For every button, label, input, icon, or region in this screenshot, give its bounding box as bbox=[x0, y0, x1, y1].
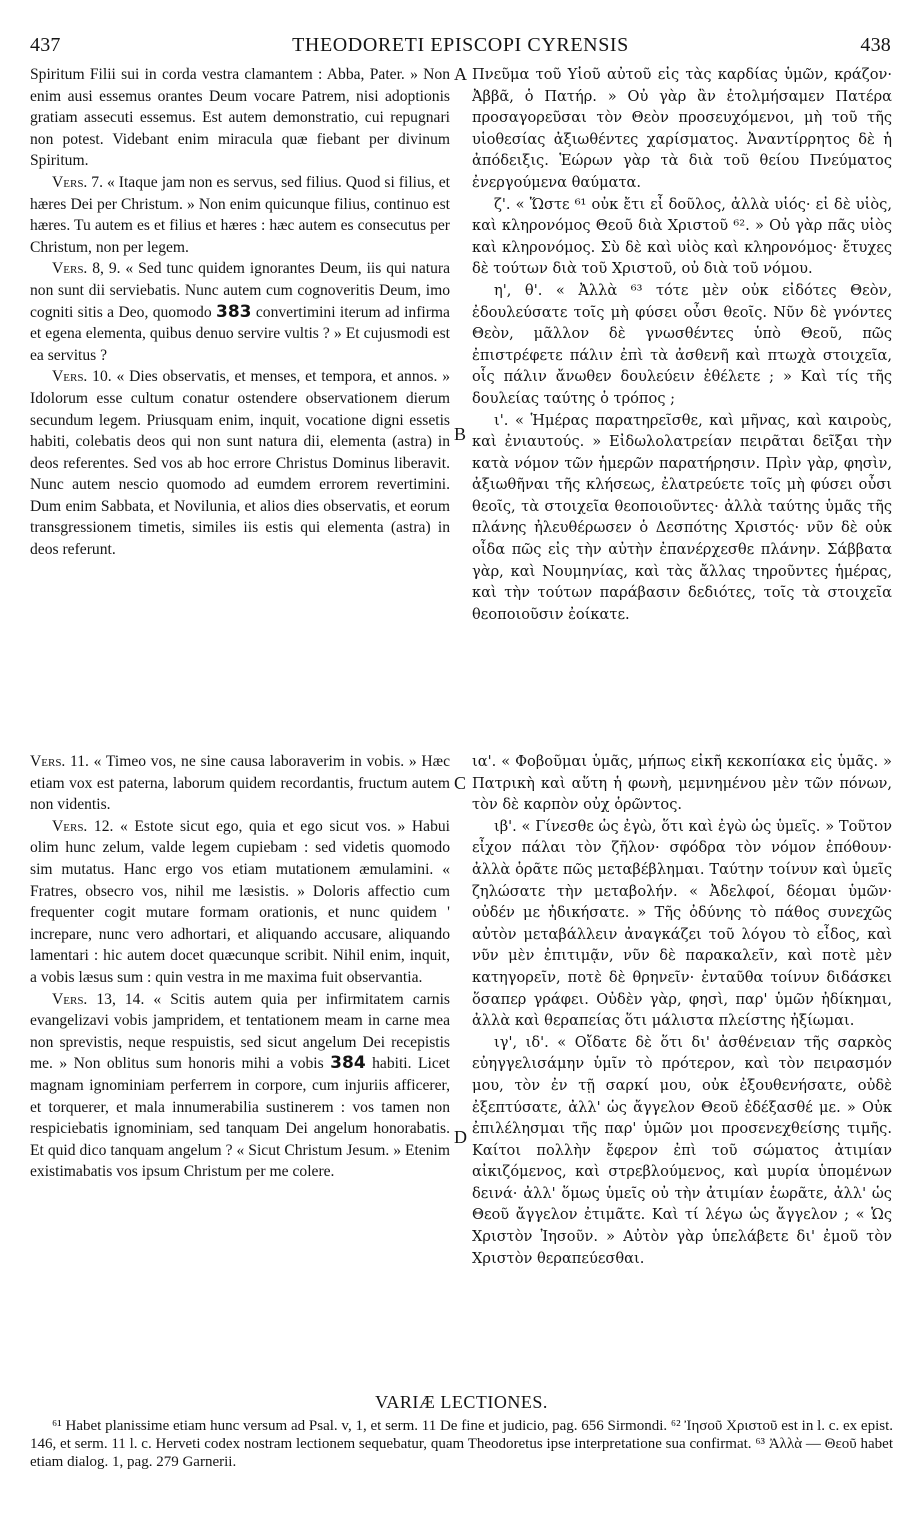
verse-label: Vers. 11. bbox=[30, 753, 89, 770]
margin-letter-a: A bbox=[454, 64, 467, 84]
verse-label: Vers. 10. bbox=[52, 368, 112, 386]
footnotes-text: ⁶¹ Habet planissime etiam hunc versum ad Psal. v, 1, et serm. 11 De fine et judicio, pag. 656 Sirmondi. ⁶² Ἰησοῦ Χριστοῦ est in l. c. ex epist. 146, et serm. 11 l. c. Herveti codex nostram lectionem sequebatur, quam Theodoretus ipse interpretatione sua confirmat. ⁶³ Ἀλλὰ — Θεοῦ habet etiam dialog. 1, pag. 279 Garnerii. bbox=[30, 1418, 893, 1470]
greek-column-upper bbox=[472, 64, 892, 625]
latin-verse-8-9: Vers. 8, 9. « Sed tunc quidem ignorantes Deum, iis qui natura non sunt dii serviebatis. Nunc autem cum cognoveritis Deum, imo cogniti sitis a Deo, quomodo 383 convertimini iterum ad infirma et egena elementa, quibus denuo servire vultis ? » Et cujusmodi est ea servitus ? bbox=[30, 260, 450, 364]
greek-column-lower bbox=[472, 751, 892, 1269]
latin-verse-12: Vers. 12. « Estote sicut ego, quia et ego sicut vos. » Habui olim hunc zelum, valde legem cupiebam : sed videtis quomodo sim mutatus. Hanc ergo vos etiam mutationem æmulamini. « Fratres, obsecro vos, nihil me læsistis. » Doloris affectio cum frequenter cogit mutare formam orationis, et nunc quidem ' increpare, nunc vero adhortari, et aliquando accusare, aliquando lamentari : hic autem docet quæcunque scribit. Nihil enim, inquit, a vobis læsus sum : quin vestra in me maxima fuit observantia. bbox=[30, 817, 450, 986]
greek-verse-7: ζ'. « Ὥστε ⁶¹ οὐκ ἔτι εἶ δοῦλος, ἀλλὰ υἱός· εἰ δὲ υἱὸς, καὶ κληρονόμος Θεοῦ διὰ Χριστοῦ ⁶². » Οὐ γὰρ πᾶς υἱὸς καὶ κληρονόμος. Σὺ δὲ καὶ υἱὸς καὶ κληρονόμος· ἔτυχες δὲ τούτων διὰ τοῦ Χριστοῦ, οὐ διὰ τοῦ νόμου. bbox=[472, 195, 892, 278]
running-title: THEODORETI EPISCOPI CYRENSIS bbox=[292, 34, 629, 56]
greek-paragraph-intro: Πνεῦμα τοῦ Υἱοῦ αὐτοῦ εἰς τὰς καρδίας ὑμῶν, κράζον· Ἀββᾶ, ὁ Πατήρ. » Οὐ γὰρ ἂν ἐτολμήσαμεν Πατέρα προσαγορεῦσαι τὸν Θεὸν προσευχόμενοι, μὴ τοῦ τῆς υἱοθεσίας ἀξιωθέντες χαρίσματος. Ἀναντίρρητος δὲ ἡ ἀπόδειξις. Ἑώρων γὰρ τὰ διὰ τοῦ θείου Πνεύματος ἐνεργούμενα θαύματα. bbox=[472, 66, 892, 191]
latin-column-upper bbox=[30, 64, 450, 561]
running-header bbox=[30, 34, 891, 60]
edition-page-number: 384 bbox=[330, 1053, 366, 1074]
variant-readings bbox=[30, 1392, 893, 1471]
latin-verse-10: Vers. 10. « Dies observatis, et menses, et tempora, et annos. » Idolorum esse cultum conatur ostendere observationem dierum secundum legem. Priusquam enim, inquit, vocatione digni essetis habiti, colebatis deos qui non sunt natura dii, elementa (astra) in deos referentes. Sed vos ab hoc errore Christus Dominus liberavit. Nunc autem nescio quomodo ad eumdem errorem revertimini. Dum enim Sabbata, et Novilunia, et alios dies observatis, et eorum transgressionem timetis, similes iis estis qui elementa (astra) in deos referunt. bbox=[30, 368, 450, 559]
margin-letter-b: B bbox=[454, 424, 467, 444]
greek-verse-11: ια'. « Φοβοῦμαι ὑμᾶς, μήπως εἰκῆ κεκοπίακα εἰς ὑμᾶς. » Πατρικὴ καὶ αὕτη ἡ φωνὴ, μεμνημένου μὲν τῶν πόνων, τὸν δὲ καρπὸν οὐχ ὁρῶντος. bbox=[472, 753, 892, 814]
latin-verse-7: Vers. 7. « Itaque jam non es servus, sed filius. Quod si filius, et hæres Dei per Christum. » Non enim quicunque filius, continuo est hæres. Tu autem es et filius et hæres : hæc autem es consecutus per Christum, non per legem. bbox=[30, 173, 450, 256]
verse-label: Vers. 12. bbox=[52, 817, 114, 835]
latin-verse-13-14: Vers. 13, 14. « Scitis autem quia per infirmitatem carnis evangelizavi vobis jampridem, et tentationem meam in carne mea non sprevistis, neque respuistis, sed sicut angelum Dei recepistis me. » Non oblitus sum honoris mihi a vobis 384 habiti. Licet magnam ignominiam perferrem in corpore, cum injuriis afficerer, et torquerer, et mala innumerabilia sustinerem : vos tamen non respiciebatis ignominiam, sed tanquam Dei angelum honorabatis. Et quid dico tanquam angelum ? « Sicut Christum Jesum. » Etenim existimabatis vos ipsum Christum per me colere. bbox=[30, 990, 450, 1181]
latin-paragraph-intro: Spiritum Filii sui in corda vestra clamantem : Abba, Pater. » Non enim ausi essemus orantes Deum vocare Patrem, nisi adoptionis gratiam assecuti essemus. Est autem demonstratio, cui repugnari non potest. Videbant enim miracula quæ fiebant per divinum Spiritum. bbox=[30, 66, 450, 170]
page-number-left: 437 bbox=[30, 34, 61, 56]
greek-verse-12: ιβ'. « Γίνεσθε ὡς ἐγὼ, ὅτι καὶ ἐγὼ ὡς ὑμεῖς. » Τοῦτον εἶχον πάλαι τὸν ζῆλον· σφόδρα τὸν νόμον ἐπόθουν· ἀλλὰ ὁρᾶτε πῶς μεταβέβλημαι. Ταύτην τοίνυν καὶ ὑμεῖς ζηλώσατε τὴν μεταβολήν. « Ἀδελφοί, δέομαι ὑμῶν· οὐδέν με ἠδικήσατε. » Τῆς ὀδύνης τὸ πάθος συνεχῶς αὐτὸν μεταβάλλειν ἀναγκάζει τοῦ λόγου τὸ εἶδος, καὶ νῦν μὲν ἐπιτιμᾷν, νῦν δὲ παρακαλεῖν, καὶ ποτὲ μὲν κατηγορεῖν, ποτὲ δὲ θρηνεῖν· ἐνταῦθα τοίνυν διδάσκει ὅσαπερ γράφει. Οὐδὲν γὰρ, φησὶ, παρ' ὑμῶν ἠδίκημαι, ἀλλὰ καὶ θεραπείας ὅτι μάλιστα πλείστης ἠξίωμαι. bbox=[472, 817, 892, 1030]
verse-label: Vers. 7. bbox=[52, 173, 104, 191]
latin-column-lower bbox=[30, 751, 450, 1183]
greek-verse-8-9: η', θ'. « Ἀλλὰ ⁶³ τότε μὲν οὐκ εἰδότες Θεὸν, ἐδουλεύσατε τοῖς μὴ φύσει οὖσι θεοῖς. Νῦν δὲ γνόντες Θεὸν, μᾶλλον δὲ γνωσθέντες ὑπὸ Θεοῦ, πῶς ἐπιστρέφετε πάλιν ἐπὶ τὰ ἀσθενῆ καὶ πτωχὰ στοιχεῖα, οἷς πάλιν ἄνωθεν δουλεύειν ἐθέλετε ; » Καὶ τίς τῆς δουλείας ταύτης ὁ τρόπος ; bbox=[472, 281, 892, 407]
edition-page-number: 383 bbox=[216, 301, 252, 322]
margin-letter-c: C bbox=[454, 773, 467, 793]
margin-letter-d: D bbox=[454, 1127, 467, 1147]
verse-label: Vers. 8, 9. bbox=[52, 260, 121, 278]
verse-label: Vers. 13, 14. bbox=[52, 990, 145, 1008]
greek-verse-13-14: ιγ', ιδ'. « Οἴδατε δὲ ὅτι δι' ἀσθένειαν τῆς σαρκὸς εὐηγγελισάμην ὑμῖν τὸ πρότερον, καὶ τὸν πειρασμόν μου, τὸν ἐν τῇ σαρκί μου, οὐκ ἐξουθενήσατε, οὐδὲ ἐξεπτύσατε, ἀλλ' ὡς ἄγγελον Θεοῦ ἐδέξασθέ με. » Οὐκ ἐπιλέλησμαι τῆς παρ' ὑμῶν μοι προσενεχθείσης τιμῆς. Καίτοι πολλὴν ἔφερον ἐπὶ τοῦ σώματος ἀτιμίαν αἰκιζόμενος, καὶ στρεβλούμενος, καὶ μυρία ὑπομένων δεινά· ἀλλ' ὅμως ὑμεῖς οὐ τὴν ἀτιμίαν ἑωρᾶτε, ἀλλ' ὡς Θεοῦ ἄγγελον ἐτιμᾶτε. Καὶ τί λέγω ὡς ἄγγελον ; « Ὡς Χριστὸν Ἰησοῦν. » Αὐτὸν γὰρ ὑπελάβετε δι' ἐμοῦ τὸν Χριστὸν θεραπεύεσθαι. bbox=[472, 1033, 892, 1267]
page-number-right: 438 bbox=[860, 34, 891, 56]
greek-verse-10: ι'. « Ἡμέρας παρατηρεῖσθε, καὶ μῆνας, καὶ καιροὺς, καὶ ἐνιαυτούς. » Εἰδωλολατρείαν πειρᾶται δεῖξαι τὴν κατὰ νόμον τῶν ἡμερῶν παρατήρησιν. Πρὶν γὰρ, φησὶν, ἀξιωθῆναι τῆς κλήσεως, ἐλατρεύετε τοῖς μὴ φύσει οὖσι θεοῖς, τὰ στοιχεῖα θεοποιοῦντες· ἀλλὰ ταύτης ὑμᾶς τῆς πλάνης ἠλευθέρωσεν ὁ Δεσπότης Χριστός· νῦν δὲ οὐκ οἶδα πῶς εἰς τὴν αὐτὴν ἐπανέρχεσθε πλάνην. Σάββατα γὰρ, καὶ Νουμηνίας, καὶ τὰς ἄλλας τηροῦντες ἡμέρας, καὶ τὴν τούτων παράβασιν δεδιότες, τοῖς τὰ στοιχεῖα θεοποιοῦσιν ἐοίκατε. bbox=[472, 411, 892, 623]
footnotes-title: VARIÆ LECTIONES. bbox=[375, 1392, 548, 1412]
latin-verse-11: Vers. 11. « Timeo vos, ne sine causa laboraverim in vobis. » Hæc etiam vox est paterna, laborum quidem recordantis, fructum autem non videntis. bbox=[30, 753, 450, 814]
